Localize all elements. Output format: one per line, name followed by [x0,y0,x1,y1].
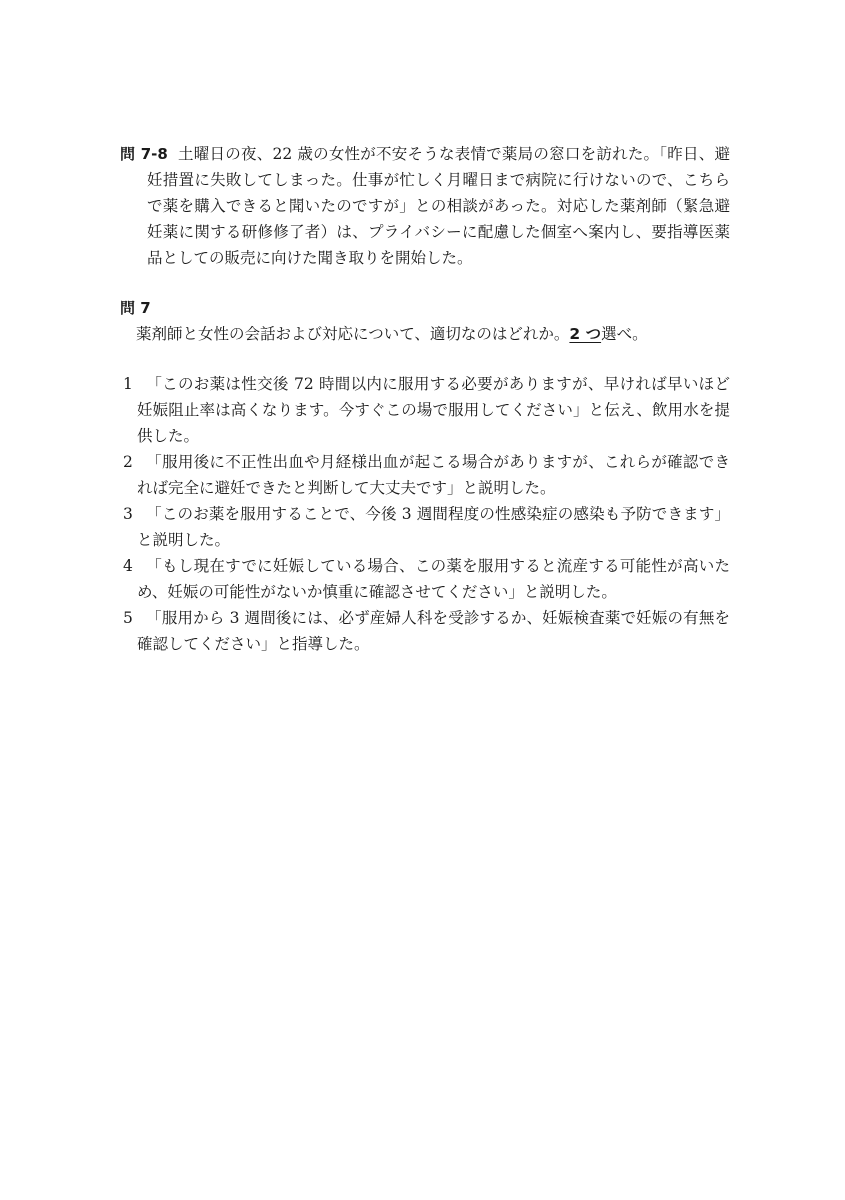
option-text: 「このお薬は性交後 72 時間以内に服用する必要がありますが、早ければ早いほど妊娠阻止率は高くなります。今すぐこの場で服用してください」と伝え、飲用水を提供した。 [137,375,730,445]
option-2[interactable] [120,449,730,501]
option-4[interactable] [120,553,730,605]
scenario-paragraph [120,141,730,271]
answer-options [120,371,730,657]
option-number: 1 [123,375,133,393]
instruction-suffix: 選べ。 [601,325,648,343]
question-heading: 問 7 [120,299,151,317]
scenario-text: 土曜日の夜、22 歳の女性が不安そうな表情で薬局の窓口を訪れた。「昨日、避妊措置に失敗してしまった。仕事が忙しく月曜日まで病院に行けないので、こちらで薬を購入できると聞いたのですが」との相談があった。対応した薬剤師（緊急避妊薬に関する研修修了者）は、プライバシーに配慮した個室へ案内し、要指導医薬品としての販売に向けた聞き取りを開始した。 [147,145,730,267]
option-text: 「服用から 3 週間後には、必ず産婦人科を受診するか、妊娠検査薬で妊娠の有無を確認してください」と指導した。 [137,609,730,653]
option-1[interactable] [120,371,730,449]
question-instruction [136,321,648,347]
option-number: 5 [123,609,133,627]
instruction-emphasis: 2 つ [569,325,602,343]
scenario-number: 問 7-8 [120,145,168,163]
option-number: 3 [123,505,133,523]
option-text: 「このお薬を服用することで、今後 3 週間程度の性感染症の感染も予防できます」と説明した。 [137,505,730,549]
instruction-text: 薬剤師と女性の会話および対応について、適切なのはどれか。 [136,325,570,343]
option-number: 4 [123,557,133,575]
option-text: 「もし現在すでに妊娠している場合、この薬を服用すると流産する可能性が高いため、妊娠の可能性がないか慎重に確認させてください」と説明した。 [137,557,730,601]
option-text: 「服用後に不正性出血や月経様出血が起こる場合がありますが、これらが確認できれば完全に避妊できたと判断して大丈夫です」と説明した。 [137,453,730,497]
option-number: 2 [123,453,133,471]
option-5[interactable] [120,605,730,657]
option-3[interactable] [120,501,730,553]
